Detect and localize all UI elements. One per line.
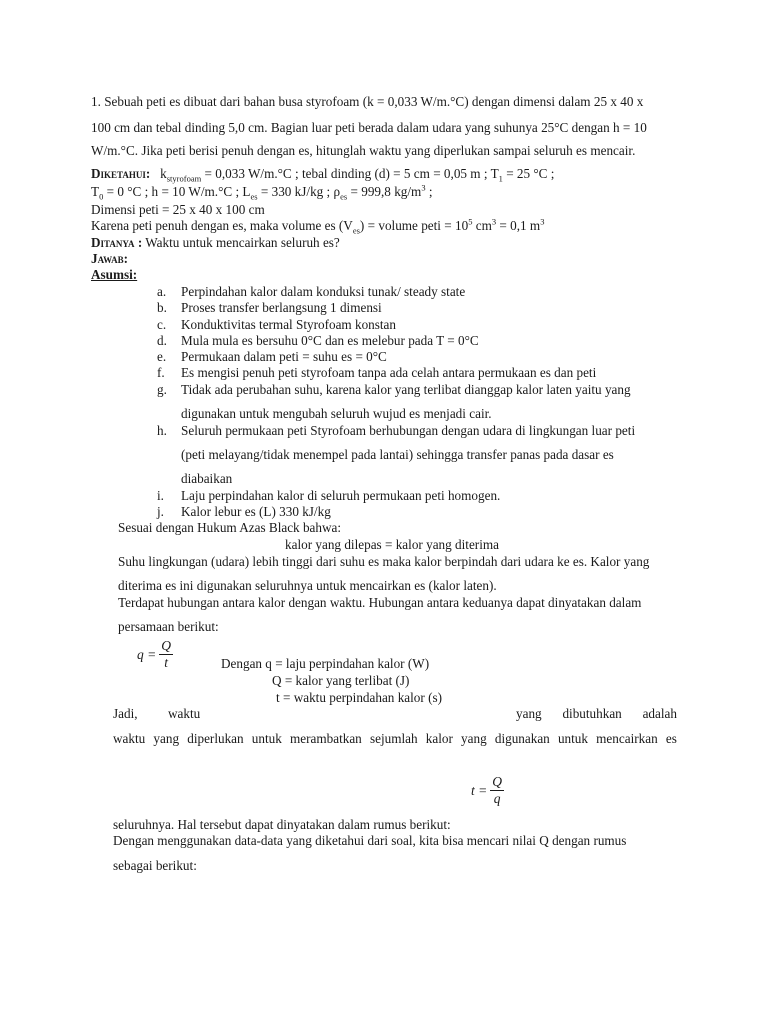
equation-t: t = $\frac{Q}{q}$ (471, 774, 502, 806)
assumption-label: i. (157, 488, 164, 503)
assumption-item: Konduktivitas termal Styrofoam konstan (181, 317, 396, 332)
assumption-item: Es mengisi penuh peti styrofoam tanpa ada celah antara permukaan es dan peti (181, 365, 597, 380)
dengan-data-line-1: Dengan menggunakan data-data yang diketahui dari soal, kita bisa mencari nilai Q dengan rumus (113, 833, 627, 848)
jadi-word-1: Jadi, (113, 706, 138, 721)
assumption-continuation: (peti melayang/tidak menempel pada lantai) sehingga transfer panas pada dasar es (181, 447, 614, 462)
black-intro: Sesuai dengan Hukum Azas Black bahwa: (118, 520, 342, 535)
assumption-label: a. (157, 284, 167, 299)
problem-line-3: W/m.°C. Jika peti berisi penuh dengan es, hitunglah waktu yang diperlukan sampai seluruh es mencair. (91, 143, 636, 158)
black-equation: kalor yang dilepas = kalor yang diterima (285, 537, 499, 552)
suhu-line-1: Suhu lingkungan (udara) lebih tinggi dari suhu es maka kalor berpindah dari udara ke es. Kalor yang (118, 554, 650, 569)
assumption-item: Mula mula es bersuhu 0°C dan es melebur pada T = 0°C (181, 333, 479, 348)
eq1-denominator: t (164, 655, 168, 670)
assumption-label: f. (157, 365, 165, 380)
hubungan-line-1: Terdapat hubungan antara kalor dengan waktu. Hubungan antara keduanya dapat dinyatakan dalam (118, 595, 642, 610)
asumsi-label: Asumsi: (91, 267, 138, 282)
diketahui-label: Diketahui: (91, 166, 151, 181)
diketahui-line-2: $T_0 = 0$ °C ; h = 10 W/m.°C ; $L_{es} = 330$ kJ/kg ; $\rho_{es} = 999,8$ $kg/m^3$ ; (91, 182, 433, 202)
assumption-item: Laju perpindahan kalor di seluruh permukaan peti homogen. (181, 488, 501, 503)
jawab-label: Jawab: (91, 251, 128, 266)
assumption-continuation: diabaikan (181, 471, 233, 486)
diketahui-line-3: Dimensi peti = 25 x 40 x 100 cm (91, 202, 265, 217)
dengan-q: Dengan q = laju perpindahan kalor (W) (221, 656, 430, 671)
assumption-item: Seluruh permukaan peti Styrofoam berhubungan dengan udara di lingkungan luar peti (181, 423, 636, 438)
assumption-label: j. (157, 504, 164, 519)
assumption-item: Kalor lebur es (L) 330 kJ/kg (181, 504, 331, 519)
eq2-numerator: Q (492, 774, 502, 789)
eq1-numerator: Q (161, 638, 171, 653)
assumption-item: Tidak ada perubahan suhu, karena kalor yang terlibat dianggap kalor laten yaitu yang (181, 382, 631, 397)
hubungan-line-2: persamaan berikut: (118, 619, 219, 634)
assumption-label: g. (157, 382, 167, 397)
assumption-item: Permukaan dalam peti = suhu es = 0°C (181, 349, 387, 364)
ditanya-line: Ditanya : Waktu untuk mencairkan seluruh es? (91, 235, 340, 250)
equation-q: q = $\frac{Q}{t}$ (137, 638, 171, 670)
eq2-denominator: q (493, 791, 501, 806)
problem-line-1: 1. Sebuah peti es dibuat dari bahan busa styrofoam (k = 0,033 W/m.°C) dengan dimensi dalam 25 x 40 x (91, 94, 644, 109)
assumption-item: Proses transfer berlangsung 1 dimensi (181, 300, 382, 315)
assumption-label: b. (157, 300, 167, 315)
dengan-data-line-2: sebagai berikut: (113, 858, 197, 873)
assumption-label: e. (157, 349, 167, 364)
assumption-item: Perpindahan kalor dalam konduksi tunak/ steady state (181, 284, 466, 299)
jadi-right: yang dibutuhkan adalah (516, 706, 677, 721)
waktu-line: waktu yang diperlukan untuk merambatkan sejumlah kalor yang digunakan untuk mencairkan es (113, 731, 677, 746)
assumption-label: h. (157, 423, 167, 438)
diketahui-line-1: Diketahui: $k_{styrofoam} = 0,033$ W/m.°C ; tebal dinding (d) = 5 cm = 0,05 m ; $T_1 = 25$ °C ; (91, 166, 555, 184)
ditanya-label: Ditanya : (91, 235, 143, 250)
assumption-label: c. (157, 317, 167, 332)
problem-line-2: 100 cm dan tebal dinding 5,0 cm. Bagian luar peti berada dalam udara yang suhunya 25°C dengan h = 10 (91, 120, 647, 135)
jadi-word-2: waktu (168, 706, 201, 721)
diketahui-line-4: Karena peti penuh dengan es, maka volume es $(V_{es})$ = volume peti = $10^5$ $cm^3 = 0,1$ $m^3$ (91, 216, 545, 236)
assumption-continuation: digunakan untuk mengubah seluruh wujud es menjadi cair. (181, 406, 492, 421)
dengan-Q: Q = kalor yang terlibat (J) (272, 673, 410, 688)
seluruhnya-line: seluruhnya. Hal tersebut dapat dinyatakan dalam rumus berikut: (113, 817, 451, 832)
assumption-label: d. (157, 333, 167, 348)
dengan-t: t = waktu perpindahan kalor (s) (276, 690, 443, 705)
suhu-line-2: diterima es ini digunakan seluruhnya untuk mencairkan es (kalor laten). (118, 578, 497, 593)
